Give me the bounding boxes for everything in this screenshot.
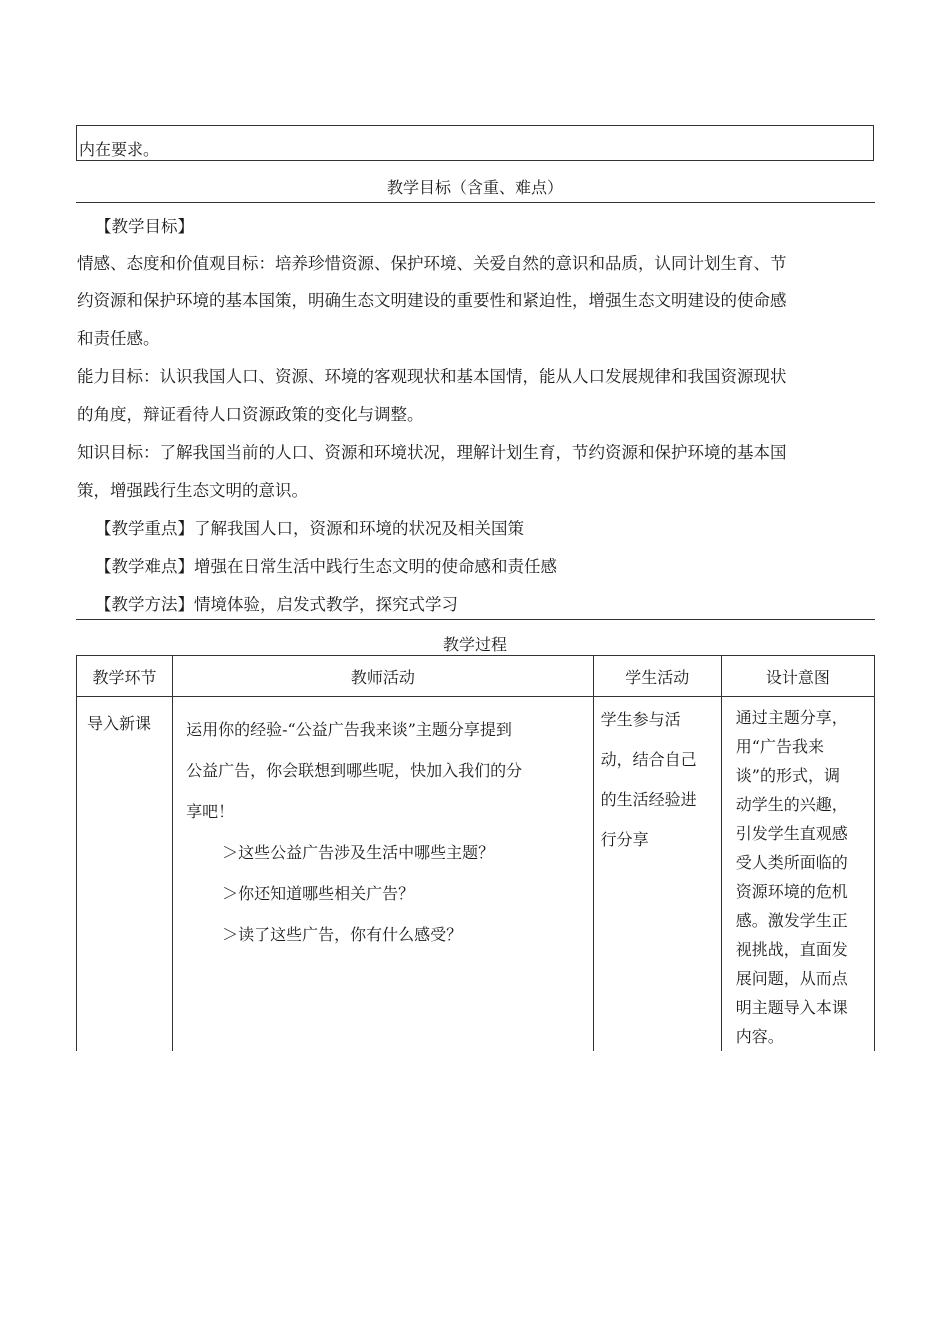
header-teacher-activity: 教师活动 xyxy=(173,656,594,697)
teacher-question: ＞读了这些广告，你有什么感受？ xyxy=(222,925,463,944)
emotion-goal-line-1: 情感、态度和价值观目标：培养珍惜资源、保护环境、关爱自然的意识和品质，认同计划生育、节 xyxy=(77,254,787,273)
ability-goal-line-1: 能力目标：认识我国人口、资源、环境的客观现状和基本国情，能从人口发展规律和我国资源现状 xyxy=(77,367,787,386)
student-line: 动，结合自己 xyxy=(600,750,697,769)
design-line: 通过主题分享， xyxy=(735,708,848,727)
objectives-title: 教学目标（含重、难点） xyxy=(386,178,563,197)
design-intent-cell xyxy=(721,697,874,1052)
design-line: 用“广告我来 xyxy=(735,737,824,756)
teacher-line: 公益广告，你会联想到哪些呢，快加入我们的分 xyxy=(186,761,523,780)
header-design-intent: 设计意图 xyxy=(721,656,874,697)
continuation-box xyxy=(76,125,874,161)
key-point: 【教学重点】了解我国人口，资源和环境的状况及相关国策 xyxy=(95,519,524,538)
teacher-question: ＞这些公益广告涉及生活中哪些主题？ xyxy=(222,843,495,862)
difficulty: 【教学难点】增强在日常生活中践行生态文明的使命感和责任感 xyxy=(95,557,557,576)
process-rule xyxy=(76,619,875,620)
emotion-goal-line-3: 和责任感。 xyxy=(77,329,160,348)
table-row xyxy=(77,697,875,1052)
student-line: 行分享 xyxy=(600,830,649,849)
continuation-text: 内在要求。 xyxy=(79,140,160,159)
objectives-subheading: 【教学目标】 xyxy=(95,217,194,236)
ability-goal-line-2: 的角度，辩证看待人口资源政策的变化与调整。 xyxy=(77,405,424,424)
teacher-question: ＞你还知道哪些相关广告？ xyxy=(222,884,415,903)
design-line: 动学生的兴趣， xyxy=(735,795,848,814)
design-line: 内容。 xyxy=(735,1027,784,1046)
design-line: 受人类所面临的 xyxy=(735,853,848,872)
student-activity-cell xyxy=(593,697,721,1052)
stage-cell xyxy=(77,697,173,1052)
process-table xyxy=(76,655,875,1051)
knowledge-goal-line-1: 知识目标：了解我国当前的人口、资源和环境状况，理解计划生育，节约资源和保护环境的基本国 xyxy=(77,443,787,462)
design-line: 视挑战，直面发 xyxy=(735,940,848,959)
design-line: 展问题，从而点 xyxy=(735,969,848,988)
process-title: 教学过程 xyxy=(442,635,507,654)
student-line: 学生参与活 xyxy=(600,710,681,729)
design-line: 引发学生直观感 xyxy=(735,824,848,843)
teacher-line: 运用你的经验-“公益广告我来谈”主题分享提到 xyxy=(186,720,512,739)
stage-text: 导入新课 xyxy=(87,714,152,733)
student-line: 的生活经验进 xyxy=(600,790,697,809)
header-stage: 教学环节 xyxy=(77,656,173,697)
teacher-line: 享吧！ xyxy=(186,802,235,821)
header-student-activity: 学生活动 xyxy=(593,656,721,697)
design-line: 感。激发学生正 xyxy=(735,911,848,930)
teacher-activity-cell xyxy=(173,697,594,1052)
table-header-row xyxy=(77,656,875,697)
design-line: 资源环境的危机 xyxy=(735,882,848,901)
emotion-goal-line-2: 约资源和保护环境的基本国策，明确生态文明建设的重要性和紧迫性，增强生态文明建设的使命感 xyxy=(77,291,787,310)
design-line: 明主题导入本课 xyxy=(735,998,848,1017)
knowledge-goal-line-2: 策，增强践行生态文明的意识。 xyxy=(77,481,308,500)
design-line: 谈”的形式，调 xyxy=(735,766,840,785)
objectives-rule xyxy=(76,202,875,203)
teaching-method: 【教学方法】情境体验，启发式教学，探究式学习 xyxy=(95,595,458,614)
